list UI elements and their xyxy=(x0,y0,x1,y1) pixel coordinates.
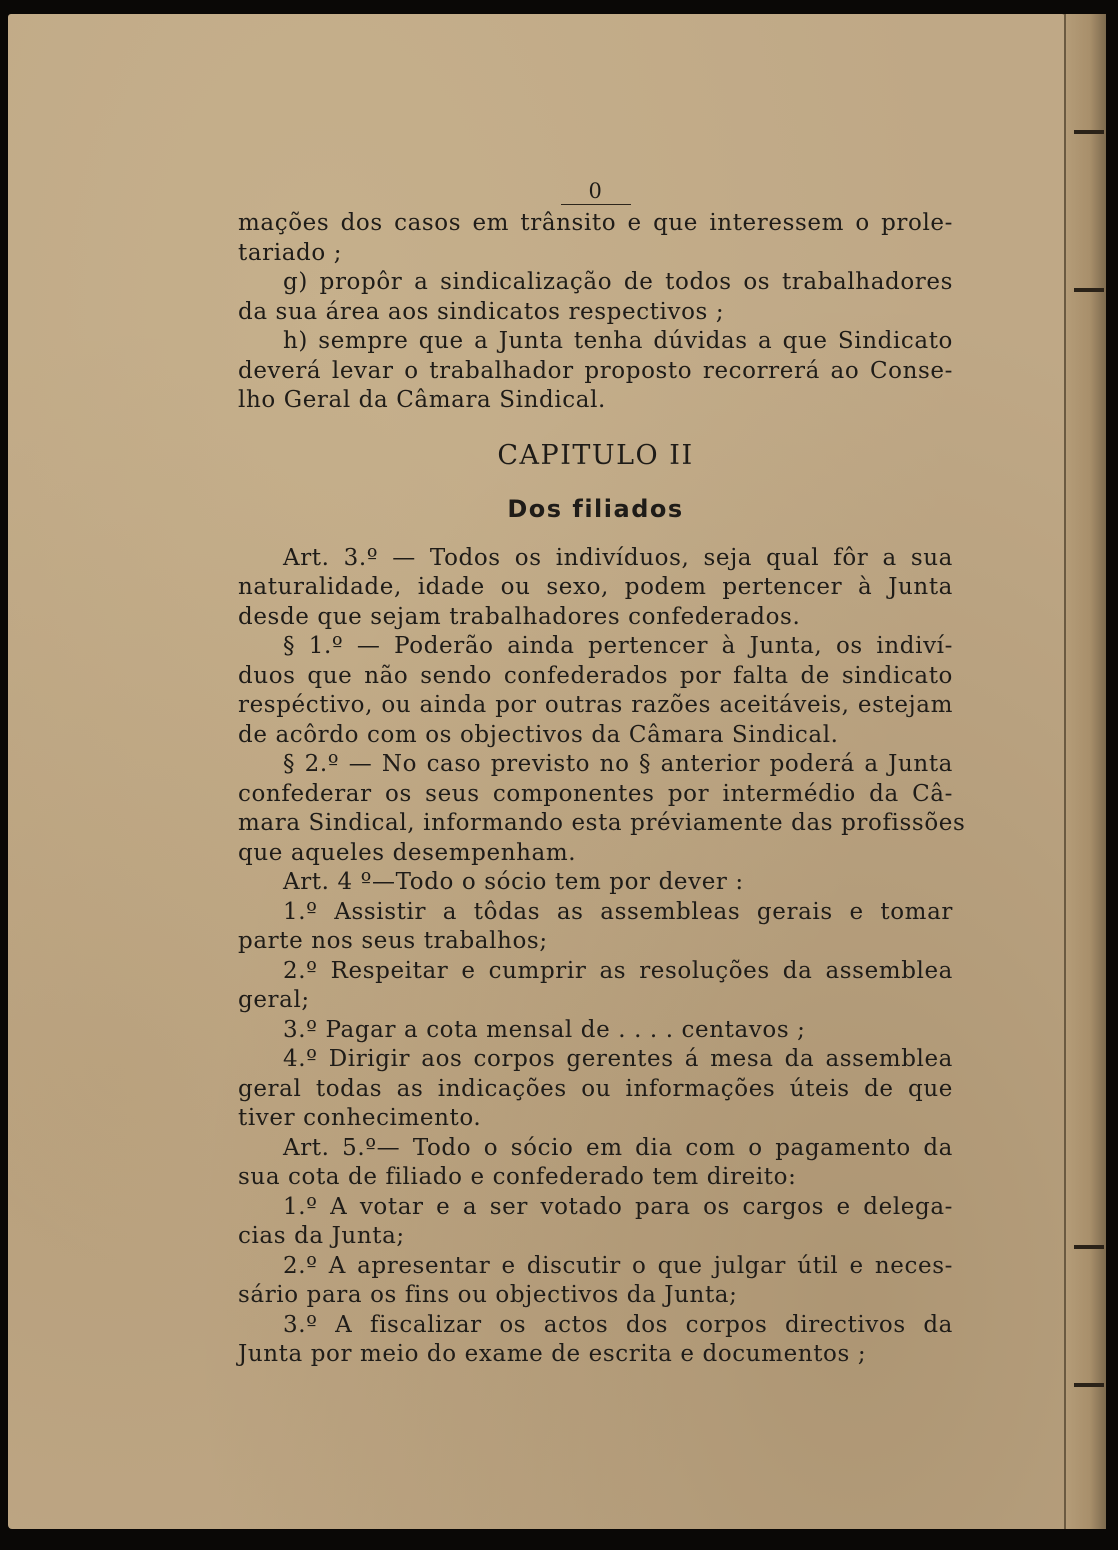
text-line: que aqueles desempenham. xyxy=(238,839,577,866)
text-line: sua cota de filiado e confederado tem direito: xyxy=(238,1164,797,1190)
text-line: respéctivo, ou ainda por outras razões aceitáveis, estejam xyxy=(238,692,953,718)
text-line: 2.º A apresentar e discutir o que julgar útil e neces- xyxy=(283,1252,953,1279)
text-line: sário para os fins ou objectivos da Junta; xyxy=(238,1282,738,1308)
text-line: desde que sejam trabalhadores confederados. xyxy=(238,603,801,630)
book-spine xyxy=(1064,14,1106,1529)
text-line: § 2.º — No caso previsto no § anterior poderá a Junta xyxy=(283,751,953,777)
text-line: tiver conhecimento. xyxy=(238,1105,482,1131)
text-line: duos que não sendo confederados por falta de sindicato xyxy=(238,662,953,689)
text-line: Junta por meio do exame de escrita e documentos ; xyxy=(238,1341,867,1367)
text-line: 1.º A votar e a ser votado para os cargos e delega- xyxy=(283,1193,953,1220)
text-line: Art. 3.º — Todos os indivíduos, seja qual fôr a sua xyxy=(283,544,953,571)
text-line: 4.º Dirigir aos corpos gerentes á mesa da assemblea xyxy=(283,1046,953,1072)
text-line: geral; xyxy=(238,987,310,1013)
text-line: mações dos casos em trânsito e que interessem o prole- xyxy=(238,210,953,236)
text-line: de acôrdo com os objectivos da Câmara Sindical. xyxy=(238,721,839,748)
text-line: h) sempre que a Junta tenha dúvidas a que Sindicato xyxy=(283,328,953,354)
document-body xyxy=(238,179,966,1370)
page-number: 0 xyxy=(561,180,631,205)
text-line: 1.º Assistir a tôdas as assembleas gerais e tomar xyxy=(283,898,953,925)
text-line: deverá levar o trabalhador proposto recorrerá ao Conse- xyxy=(238,357,953,384)
text-line: tariado ; xyxy=(238,239,343,266)
text-line: 3.º Pagar a cota mensal de . . . . centavos ; xyxy=(283,1016,806,1043)
text-line: mara Sindical, informando esta préviamente das profissões xyxy=(238,810,966,836)
text-line: 2.º Respeitar e cumprir as resoluções da assemblea xyxy=(283,957,953,984)
text-line: § 1.º — Poderão ainda pertencer à Junta, os indiví- xyxy=(283,633,953,659)
text-line: da sua área aos sindicatos respectivos ; xyxy=(238,298,725,325)
text-line: lho Geral da Câmara Sindical. xyxy=(238,387,606,413)
text-line: Art. 5.º— Todo o sócio em dia com o pagamento da xyxy=(283,1134,953,1161)
text-line: 3.º A fiscalizar os actos dos corpos directivos da xyxy=(283,1311,953,1338)
spine-stitch xyxy=(1074,130,1104,134)
section-heading: Dos filiados xyxy=(507,494,684,523)
text-line: confederar os seus componentes por intermédio da Câ- xyxy=(238,780,953,807)
spine-stitch xyxy=(1074,1245,1104,1249)
text-line: cias da Junta; xyxy=(238,1223,405,1249)
paragraphs-after-chapter xyxy=(238,544,966,1370)
text-line: g) propôr a sindicalização de todos os trabalhadores xyxy=(283,269,953,295)
text-line: Art. 4 º—Todo o sócio tem por dever : xyxy=(283,869,744,895)
spine-stitch xyxy=(1074,288,1104,292)
chapter-heading: CAPITULO II xyxy=(497,439,694,471)
spine-stitch xyxy=(1074,1383,1104,1387)
text-line: geral todas as indicações ou informações úteis de que xyxy=(238,1075,953,1102)
text-line: naturalidade, idade ou sexo, podem pertencer à Junta xyxy=(238,574,953,600)
paragraphs-before-chapter xyxy=(238,209,953,416)
text-line: parte nos seus trabalhos; xyxy=(238,928,548,954)
